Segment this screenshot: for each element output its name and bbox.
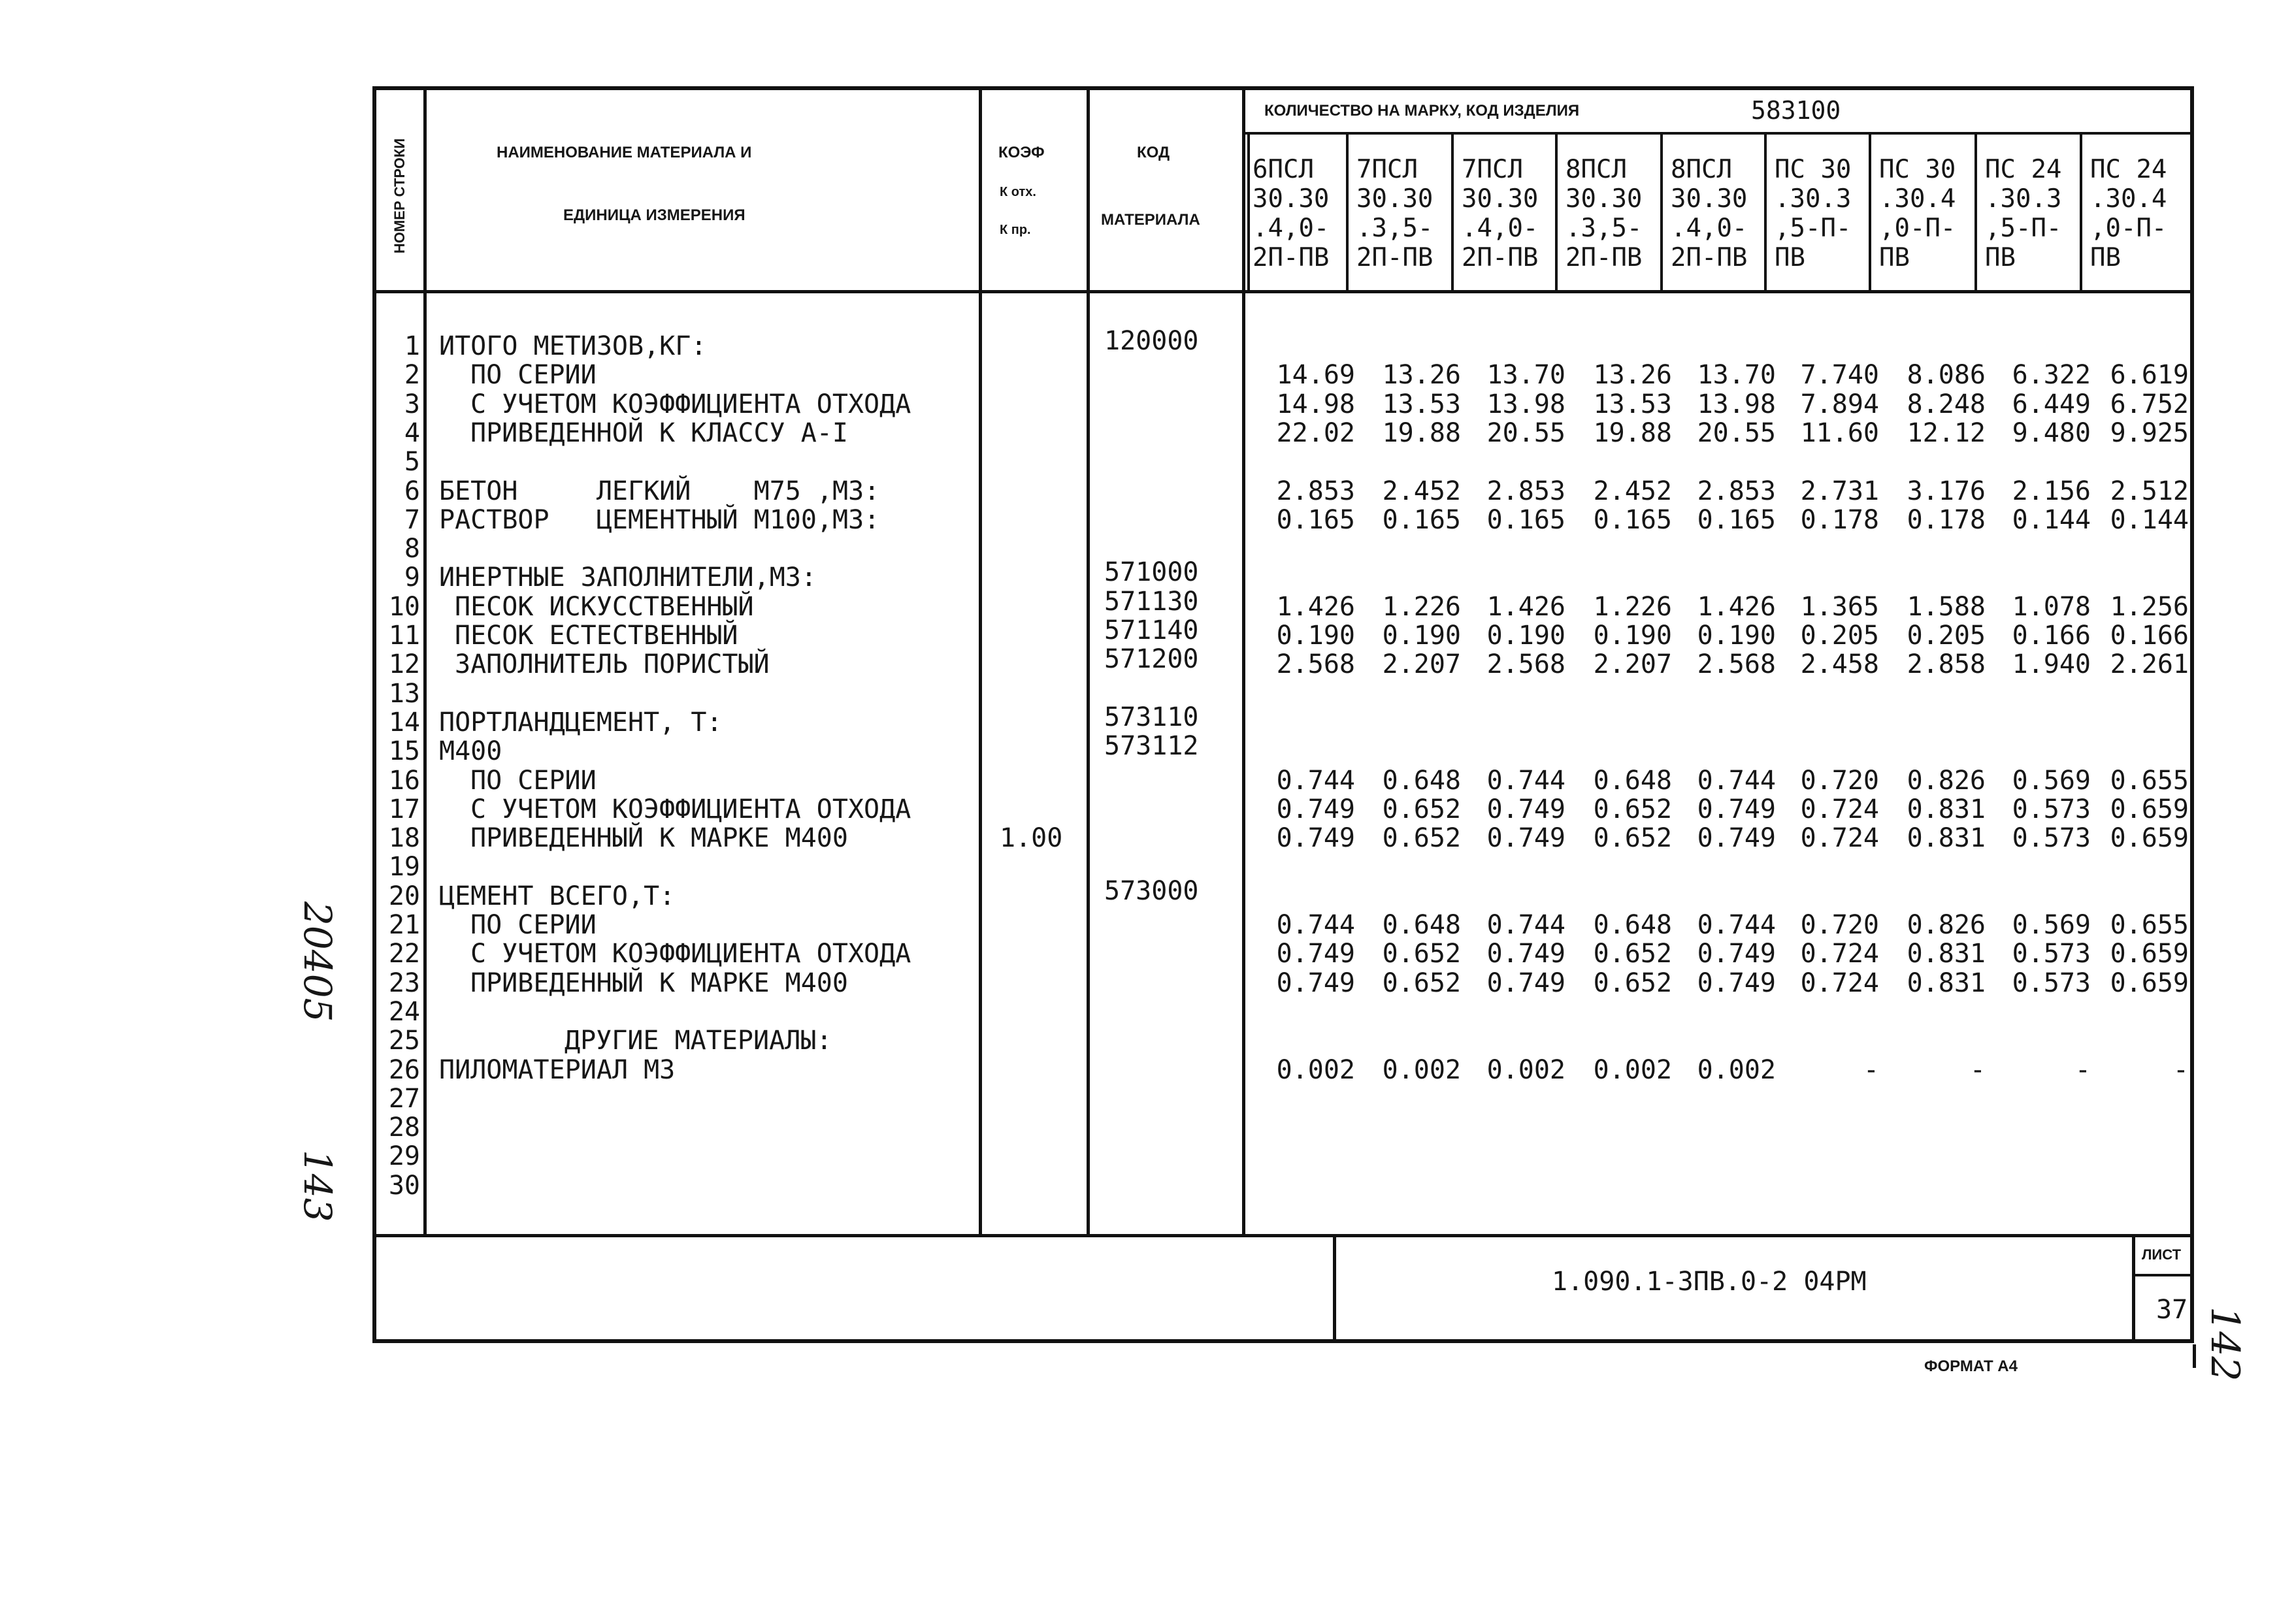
- quantity-value: 0.652: [1593, 794, 1672, 824]
- row-number: 23: [388, 967, 420, 998]
- mark-header-line: .4,0-: [1671, 214, 1748, 243]
- mark-header-line: 7ПСЛ: [1462, 155, 1523, 184]
- code-header-line2: МАТЕРИАЛА: [1101, 211, 1200, 229]
- row-number: 24: [388, 996, 420, 1027]
- quantity-value: 0.002: [1697, 1054, 1776, 1085]
- row-number: 3: [404, 389, 420, 419]
- quantity-value: 1.226: [1382, 591, 1461, 622]
- koef-column-divider: [1087, 88, 1090, 1236]
- quantity-value: 0.205: [1800, 621, 1879, 651]
- quantity-value: 0.655: [2110, 765, 2189, 796]
- quantity-value: 14.69: [1276, 360, 1355, 391]
- quantity-value: 20.55: [1486, 417, 1565, 448]
- quantity-value: 6.449: [2012, 389, 2091, 419]
- mark-header-line: ПС 24: [2090, 155, 2167, 184]
- quantity-value: 0.190: [1382, 621, 1461, 651]
- quantity-value: 1.226: [1593, 591, 1672, 622]
- margin-note-left-number: 143: [295, 1150, 340, 1222]
- quantity-value: 0.749: [1486, 823, 1565, 854]
- quantity-value: 8.086: [1907, 360, 1986, 391]
- mark-header-line: 2П-ПВ: [1356, 243, 1434, 272]
- mark-header-line: 30.30: [1671, 184, 1748, 214]
- row-number: 6: [404, 476, 420, 506]
- mark-header-line: 2П-ПВ: [1565, 243, 1643, 272]
- quantity-value: 1.588: [1907, 591, 1986, 622]
- material-header-line2: ЕДИНИЦА ИЗМЕРЕНИЯ: [563, 206, 746, 224]
- quantity-value: 0.178: [1800, 504, 1879, 535]
- mark-header-line: 8ПСЛ: [1565, 155, 1627, 184]
- quantity-value: 0.002: [1276, 1054, 1355, 1085]
- stamp-sheet-divider: [2132, 1234, 2135, 1339]
- mark-header-line: .30.3: [1775, 184, 1852, 214]
- mark-header-line: .4,0-: [1462, 214, 1539, 243]
- koef-value: 1.00: [1000, 823, 1063, 854]
- row-number: 1: [404, 331, 420, 361]
- quantity-value: 0.166: [2110, 621, 2189, 651]
- quantity-value: 2.568: [1697, 649, 1776, 680]
- quantity-value: 0.826: [1907, 765, 1986, 796]
- quantity-value: 0.648: [1382, 765, 1461, 796]
- stamp-left-divider: [1333, 1234, 1336, 1339]
- quantity-value: 0.165: [1593, 504, 1672, 535]
- quantity-value: 2.458: [1800, 649, 1879, 680]
- material-code: 573000: [1104, 875, 1199, 906]
- mark-header-line: 30.30: [1356, 184, 1434, 214]
- mark-column-divider: [1660, 133, 1663, 292]
- material-name: ПО СЕРИИ: [470, 765, 597, 796]
- mark-header-line: ПС 30: [1879, 155, 1956, 184]
- quantity-value: 0.749: [1276, 967, 1355, 998]
- row-number: 18: [388, 823, 420, 854]
- quantity-value: 22.02: [1276, 417, 1355, 448]
- mark-column-divider: [1346, 133, 1349, 292]
- mark-header-line: ПВ: [1775, 243, 1805, 272]
- quantity-value: 0.724: [1800, 939, 1879, 969]
- quantity-value: 0.165: [1382, 504, 1461, 535]
- material-name: ПОРТЛАНДЦЕМЕНТ, Т:: [439, 707, 723, 738]
- mark-header-line: ПС 30: [1775, 155, 1852, 184]
- material-name: ДРУГИЕ МАТЕРИАЛЫ:: [565, 1026, 832, 1056]
- material-name: ИТОГО МЕТИЗОВ,КГ:: [439, 331, 707, 361]
- material-name: С УЧЕТОМ КОЭФФИЦИЕНТА ОТХОДА: [470, 939, 911, 969]
- mark-header-line: 30.30: [1565, 184, 1643, 214]
- quantity-value: 0.652: [1382, 967, 1461, 998]
- material-name: РАСТВОР ЦЕМЕНТНЫЙ М100,М3:: [439, 504, 880, 535]
- mark-column-divider: [1764, 133, 1767, 292]
- frame-tick-mark: [2193, 1344, 2196, 1368]
- quantity-value: 0.749: [1697, 823, 1776, 854]
- row-number: 26: [388, 1054, 420, 1085]
- quantity-value: 0.749: [1486, 794, 1565, 824]
- mark-header-line: 2П-ПВ: [1671, 243, 1748, 272]
- row-number: 14: [388, 707, 420, 738]
- quantity-value: 0.749: [1486, 967, 1565, 998]
- mark-header-line: ПС 24: [1985, 155, 2062, 184]
- row-number: 10: [388, 591, 420, 622]
- quantity-value: 0.744: [1697, 765, 1776, 796]
- quantity-value: 1.426: [1486, 591, 1565, 622]
- quantity-value: 13.53: [1593, 389, 1672, 419]
- frame-bottom: [374, 1339, 2193, 1343]
- format-label: ФОРМАТ А4: [1924, 1357, 2018, 1375]
- mark-header-line: ПВ: [2090, 243, 2121, 272]
- quantity-value: 0.744: [1486, 765, 1565, 796]
- body-bottom-line: [374, 1234, 2190, 1237]
- row-number: 19: [388, 852, 420, 883]
- quantity-value: 0.166: [2012, 621, 2091, 651]
- quantity-value: 11.60: [1800, 417, 1879, 448]
- quantity-value: 7.740: [1800, 360, 1879, 391]
- quantity-value: 0.724: [1800, 794, 1879, 824]
- mark-header-line: 30.30: [1253, 184, 1330, 214]
- quantity-value: 9.925: [2110, 417, 2189, 448]
- mark-header-line: .4,0-: [1253, 214, 1330, 243]
- frame-left: [372, 86, 376, 1343]
- quantity-value: 1.940: [2012, 649, 2091, 680]
- row-number: 5: [404, 447, 420, 478]
- quantity-value: 13.98: [1486, 389, 1565, 419]
- row-number: 17: [388, 794, 420, 824]
- quantity-value: 1.256: [2110, 591, 2189, 622]
- quantity-value: 0.652: [1593, 939, 1672, 969]
- quantity-value: 0.002: [1382, 1054, 1461, 1085]
- material-name: ПРИВЕДЕННЫЙ К МАРКЕ М400: [470, 967, 848, 998]
- quantity-value: 0.831: [1907, 823, 1986, 854]
- mark-header-line: .3,5-: [1565, 214, 1643, 243]
- frame-right: [2190, 86, 2194, 1343]
- quantity-value: 0.659: [2110, 939, 2189, 969]
- quantity-value: 0.178: [1907, 504, 1986, 535]
- code-column-divider: [1242, 88, 1245, 1236]
- material-code: 571140: [1104, 615, 1199, 645]
- quantity-value: 0.569: [2012, 765, 2091, 796]
- row-number: 16: [388, 765, 420, 796]
- quantity-header-title: КОЛИЧЕСТВО НА МАРКУ, КОД ИЗДЕЛИЯ: [1264, 102, 1580, 120]
- quantity-value: 13.70: [1697, 360, 1776, 391]
- quantity-value: 0.573: [2012, 939, 2091, 969]
- material-name: ИНЕРТНЫЕ ЗАПОЛНИТЕЛИ,М3:: [439, 562, 817, 593]
- row-number: 25: [388, 1026, 420, 1056]
- quantity-value: 0.144: [2012, 504, 2091, 535]
- mark-column-divider: [1451, 133, 1454, 292]
- quantity-value: 0.648: [1593, 910, 1672, 940]
- quantity-value: 0.165: [1697, 504, 1776, 535]
- mark-header-line: 2П-ПВ: [1253, 243, 1330, 272]
- quantity-value: 0.655: [2110, 910, 2189, 940]
- quantity-value: 0.744: [1486, 910, 1565, 940]
- quantity-value: 2.853: [1486, 476, 1565, 506]
- quantity-value: 2.207: [1593, 649, 1672, 680]
- mark-column-divider: [1974, 133, 1977, 292]
- material-code: 571200: [1104, 644, 1199, 675]
- quantity-value: 13.53: [1382, 389, 1461, 419]
- quantity-value: 0.749: [1697, 939, 1776, 969]
- quantity-value: 0.190: [1276, 621, 1355, 651]
- row-number: 13: [388, 678, 420, 709]
- quantity-value: 0.573: [2012, 823, 2091, 854]
- row-number: 7: [404, 504, 420, 535]
- mark-header-line: .3,5-: [1356, 214, 1434, 243]
- quantity-value: 0.165: [1486, 504, 1565, 535]
- material-code: 571000: [1104, 557, 1199, 588]
- quantity-value: 0.652: [1593, 967, 1672, 998]
- quantity-value: 1.426: [1697, 591, 1776, 622]
- quantity-value: 0.190: [1486, 621, 1565, 651]
- mark-header-line: ,5-П-: [1775, 214, 1852, 243]
- row-number: 12: [388, 649, 420, 680]
- quantity-value: 20.55: [1697, 417, 1776, 448]
- quantity-value: 0.659: [2110, 794, 2189, 824]
- quantity-value: 2.512: [2110, 476, 2189, 506]
- mark-header-line: 7ПСЛ: [1356, 155, 1418, 184]
- quantity-value: 0.749: [1276, 939, 1355, 969]
- quantity-value: 2.207: [1382, 649, 1461, 680]
- quantity-value: 6.619: [2110, 360, 2189, 391]
- quantity-value: 12.12: [1907, 417, 1986, 448]
- row-number-column-divider: [423, 88, 427, 1236]
- quantity-value: 2.731: [1800, 476, 1879, 506]
- quantity-value: 3.176: [1907, 476, 1986, 506]
- quantity-value: 0.652: [1382, 823, 1461, 854]
- quantity-value: 19.88: [1593, 417, 1672, 448]
- sheet-number: 37: [2156, 1295, 2188, 1325]
- material-header-line1: НАИМЕНОВАНИЕ МАТЕРИАЛА И: [497, 144, 752, 161]
- material-code: 573110: [1104, 702, 1199, 732]
- material-column-divider: [979, 88, 982, 1236]
- quantity-block-divider: [1247, 133, 1250, 292]
- quantity-value: 0.165: [1276, 504, 1355, 535]
- row-number: 15: [388, 736, 420, 767]
- row-number: 28: [388, 1112, 420, 1143]
- quantity-value: 2.452: [1593, 476, 1672, 506]
- koef-header-title: КОЭФ: [998, 144, 1045, 161]
- material-name: С УЧЕТОМ КОЭФФИЦИЕНТА ОТХОДА: [470, 794, 911, 824]
- quantity-value: 0.573: [2012, 967, 2091, 998]
- quantity-value: 0.659: [2110, 967, 2189, 998]
- quantity-value: -: [1969, 1054, 1986, 1085]
- mark-column-divider: [1555, 133, 1558, 292]
- material-name: ПО СЕРИИ: [470, 910, 597, 940]
- sheet-label: ЛИСТ: [2142, 1246, 2182, 1263]
- stamp-sheet-label-line: [2132, 1274, 2192, 1276]
- quantity-value: 2.568: [1486, 649, 1565, 680]
- quantity-value: 0.659: [2110, 823, 2189, 854]
- quantity-value: 2.452: [1382, 476, 1461, 506]
- mark-header-line: ,5-П-: [1985, 214, 2062, 243]
- material-name: ПРИВЕДЕННЫЙ К МАРКЕ М400: [470, 823, 848, 854]
- quantity-value: 2.858: [1907, 649, 1986, 680]
- quantity-value: 1.426: [1276, 591, 1355, 622]
- material-code: 573112: [1104, 731, 1199, 762]
- material-name: БЕТОН ЛЕГКИЙ М75 ,М3:: [439, 476, 880, 506]
- margin-note-right-number: 142: [2202, 1307, 2248, 1382]
- quantity-value: -: [2074, 1054, 2091, 1085]
- quantity-value: 0.652: [1382, 794, 1461, 824]
- quantity-value: 2.853: [1276, 476, 1355, 506]
- row-number: 29: [388, 1141, 420, 1172]
- quantity-value: 14.98: [1276, 389, 1355, 419]
- mark-header-line: ,0-П-: [2090, 214, 2167, 243]
- row-number: 9: [404, 562, 420, 593]
- row-number: 2: [404, 360, 420, 391]
- row-number: 4: [404, 417, 420, 448]
- quantity-value: 0.720: [1800, 765, 1879, 796]
- mark-header-line: ПВ: [1985, 243, 2016, 272]
- quantity-value: 0.652: [1593, 823, 1672, 854]
- row-number-header: НОМЕР СТРОКИ: [391, 138, 408, 254]
- material-name: ПО СЕРИИ: [470, 360, 597, 391]
- product-code: 583100: [1751, 96, 1841, 125]
- quantity-value: 7.894: [1800, 389, 1879, 419]
- mark-header-line: .30.4: [2090, 184, 2167, 214]
- quantity-value: 0.749: [1486, 939, 1565, 969]
- quantity-value: 0.648: [1593, 765, 1672, 796]
- row-number: 27: [388, 1083, 420, 1114]
- quantity-value: 9.480: [2012, 417, 2091, 448]
- material-code: 120000: [1104, 326, 1199, 356]
- material-name: М400: [439, 736, 502, 767]
- material-name: ЗАПОЛНИТЕЛЬ ПОРИСТЫЙ: [455, 649, 770, 680]
- quantity-value: 0.744: [1276, 910, 1355, 940]
- mark-header-line: 30.30: [1462, 184, 1539, 214]
- row-number: 11: [388, 621, 420, 651]
- material-name: ПЕСОК ИСКУССТВЕННЫЙ: [455, 591, 754, 622]
- quantity-value: 0.749: [1276, 823, 1355, 854]
- mark-column-divider: [1869, 133, 1871, 292]
- koef-header-line3: К пр.: [1000, 223, 1031, 237]
- mark-header-line: ПВ: [1879, 243, 1910, 272]
- material-name: С УЧЕТОМ КОЭФФИЦИЕНТА ОТХОДА: [470, 389, 911, 419]
- mark-column-divider: [2080, 133, 2082, 292]
- mark-header-line: .30.4: [1879, 184, 1956, 214]
- mark-header-line: 8ПСЛ: [1671, 155, 1732, 184]
- quantity-value: 0.190: [1593, 621, 1672, 651]
- quantity-value: 0.831: [1907, 794, 1986, 824]
- quantity-value: 0.648: [1382, 910, 1461, 940]
- quantity-value: 6.752: [2110, 389, 2189, 419]
- header-bottom-line: [374, 290, 2190, 293]
- material-name: ПЕСОК ЕСТЕСТВЕННЫЙ: [455, 621, 738, 651]
- quantity-value: 0.826: [1907, 910, 1986, 940]
- quantity-value: 1.365: [1800, 591, 1879, 622]
- mark-header-line: 2П-ПВ: [1462, 243, 1539, 272]
- mark-header-line: 6ПСЛ: [1253, 155, 1314, 184]
- quantity-value: 2.568: [1276, 649, 1355, 680]
- quantity-value: 6.322: [2012, 360, 2091, 391]
- quantity-value: 0.144: [2110, 504, 2189, 535]
- document-designation: 1.090.1-3ПВ.0-2 04РМ: [1552, 1267, 1867, 1297]
- row-number: 21: [388, 910, 420, 940]
- koef-header-line2: К отх.: [1000, 185, 1036, 199]
- quantity-value: 0.573: [2012, 794, 2091, 824]
- material-name: ПРИВЕДЕННОЙ К КЛАССУ А-I: [470, 417, 848, 448]
- quantity-value: 2.261: [2110, 649, 2189, 680]
- quantity-value: 8.248: [1907, 389, 1986, 419]
- quantity-value: 0.724: [1800, 967, 1879, 998]
- margin-note-left-code: 20405: [295, 901, 340, 1022]
- frame-top: [374, 86, 2193, 90]
- material-code: 571130: [1104, 586, 1199, 617]
- quantity-value: 0.002: [1593, 1054, 1672, 1085]
- quantity-value: 0.749: [1697, 967, 1776, 998]
- mark-header-line: ,0-П-: [1879, 214, 1956, 243]
- quantity-value: 13.26: [1382, 360, 1461, 391]
- row-number: 30: [388, 1170, 420, 1201]
- quantity-value: -: [1863, 1054, 1879, 1085]
- quantity-value: 0.831: [1907, 967, 1986, 998]
- quantity-value: 0.002: [1486, 1054, 1565, 1085]
- quantity-value: 0.749: [1276, 794, 1355, 824]
- material-name: ЦЕМЕНТ ВСЕГО,Т:: [439, 881, 676, 911]
- row-number: 8: [404, 534, 420, 564]
- mark-header-line: .30.3: [1985, 184, 2062, 214]
- quantity-value: 0.652: [1382, 939, 1461, 969]
- quantity-value: 0.744: [1697, 910, 1776, 940]
- row-number: 22: [388, 939, 420, 969]
- quantity-value: 0.720: [1800, 910, 1879, 940]
- quantity-value: 2.156: [2012, 476, 2091, 506]
- quantity-value: 2.853: [1697, 476, 1776, 506]
- quantity-value: 0.190: [1697, 621, 1776, 651]
- quantity-value: 13.70: [1486, 360, 1565, 391]
- quantity-value: 1.078: [2012, 591, 2091, 622]
- code-header-title: КОД: [1137, 144, 1170, 161]
- quantity-value: 0.205: [1907, 621, 1986, 651]
- quantity-value: 19.88: [1382, 417, 1461, 448]
- material-name: ПИЛОМАТЕРИАЛ М3: [439, 1054, 676, 1085]
- row-number: 20: [388, 881, 420, 911]
- quantity-value: -: [2172, 1054, 2189, 1085]
- quantity-subheader-line: [1243, 132, 2190, 135]
- quantity-value: 13.98: [1697, 389, 1776, 419]
- quantity-value: 0.749: [1697, 794, 1776, 824]
- quantity-value: 0.724: [1800, 823, 1879, 854]
- quantity-value: 0.744: [1276, 765, 1355, 796]
- quantity-value: 13.26: [1593, 360, 1672, 391]
- quantity-value: 0.569: [2012, 910, 2091, 940]
- quantity-value: 0.831: [1907, 939, 1986, 969]
